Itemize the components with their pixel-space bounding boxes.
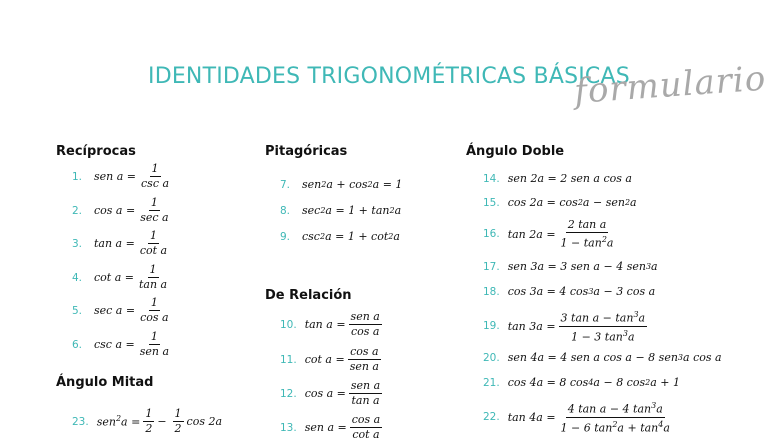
identity-1 bbox=[72, 163, 171, 190]
identity-number: 17. bbox=[483, 260, 500, 273]
fraction: $\frac{\text{cos a}}{\text{cot a}}$ bbox=[351, 413, 381, 441]
identity-13: 13. sen a = $\frac{\text{cos a}}{\text{cot a}}$ bbox=[280, 413, 381, 441]
identity-9: 9. csc 2 a = 1 + cot 2 a bbox=[280, 230, 400, 243]
identity-lhs: csc a = bbox=[94, 338, 135, 351]
identity-7: 7. sen 2 a + cos 2 a = 1 bbox=[280, 178, 403, 191]
identity-lhs: cot a = bbox=[94, 271, 134, 284]
fraction: $\frac{\text{sen a}}{\text{cos a}}$ bbox=[350, 310, 380, 338]
identity-number: 22. bbox=[483, 411, 500, 424]
identity-3 bbox=[72, 230, 169, 257]
fraction: $\frac{3 \tan a - \tan^3a}{1 - 3 \tan^3a}$ bbox=[560, 310, 646, 344]
fraction: $\frac{\text{2 tan a}}{1 - \tan^2a}$ bbox=[560, 218, 614, 250]
identity-number: 12. bbox=[280, 387, 297, 400]
identity-number: 23. bbox=[72, 415, 89, 428]
identity-number: 3. bbox=[72, 237, 83, 250]
fraction: $\frac{\text{cos a}}{\text{sen a}}$ bbox=[349, 345, 379, 373]
fraction bbox=[139, 163, 171, 190]
fraction bbox=[138, 297, 170, 324]
identity-lhs: tan a = bbox=[94, 237, 135, 250]
fraction bbox=[137, 264, 169, 291]
fraction: $\frac{4 \tan a - 4 \tan^3a}{1 - 6 \tan^2a + \tan^4a}$ bbox=[560, 401, 670, 435]
identity-4 bbox=[72, 264, 169, 291]
identity-number: 20. bbox=[483, 351, 500, 364]
identity-lhs: sec a = bbox=[94, 304, 136, 317]
identity-11: 11. cot a = $\frac{\text{cos a}}{\text{sen a}}$ bbox=[280, 345, 379, 373]
identity-number: 4. bbox=[72, 271, 83, 284]
identity-15: 15. cos 2a = cos 2 a − sen 2 a bbox=[483, 196, 637, 209]
identity-17: 17. sen 3a = 3 sen a − 4 sen 3 a bbox=[483, 260, 658, 273]
identity-20: 20. sen 4a = 4 sen a cos a − 8 sen 3 a cos a bbox=[483, 351, 722, 364]
identity-18: 18. cos 3a = 4 cos 3 a − 3 cos a bbox=[483, 285, 656, 298]
identity-21: 21. cos 4a = 8 cos 4 a − 8 cos 2 a + 1 bbox=[483, 376, 680, 389]
fraction: $\frac{\text{sen a}}{\text{tan a}}$ bbox=[350, 379, 381, 407]
denominator: tan a bbox=[138, 278, 168, 291]
identity-19: 19. tan 3a = $\frac{3 \tan a - \tan^3a}{1 - 3 \tan^3a}$ bbox=[483, 310, 646, 344]
identity-6 bbox=[72, 331, 171, 358]
numerator: 1 bbox=[149, 229, 157, 242]
fraction bbox=[138, 197, 170, 224]
identity-lhs: sen a = bbox=[94, 170, 137, 183]
heading-de-relacion: De Relación bbox=[265, 288, 352, 303]
numerator: 1 bbox=[150, 296, 158, 309]
denominator: cos a bbox=[140, 311, 169, 324]
denominator: sen a bbox=[139, 345, 170, 358]
identity-10: 10. tan a = $\frac{\text{sen a}}{\text{cos a}}$ bbox=[280, 310, 380, 338]
fraction: $\frac{1}{2}$ bbox=[145, 407, 153, 435]
identity-22: 22. tan 4a = $\frac{4 \tan a - 4 \tan^3a}{1 - 6 \tan^2a + \tan^4a}$ bbox=[483, 401, 670, 435]
identity-8: 8. sec 2 a = 1 + tan 2 a bbox=[280, 204, 402, 217]
identity-number: 1. bbox=[72, 170, 83, 183]
fraction: $\frac{1}{2}$ bbox=[174, 407, 182, 435]
identity-lhs: sen$^2$a = bbox=[96, 414, 141, 429]
identity-number: 6. bbox=[72, 338, 83, 351]
identity-number: 13. bbox=[280, 421, 297, 434]
identity-number: 8. bbox=[280, 204, 291, 217]
page-title: IDENTIDADES TRIGONOMÉTRICAS BÁSICAS bbox=[148, 64, 630, 89]
identity-number: 9. bbox=[280, 230, 291, 243]
identity-number: 14. bbox=[483, 172, 500, 185]
identity-number: 11. bbox=[280, 353, 297, 366]
fraction bbox=[138, 230, 169, 257]
numerator: 1 bbox=[150, 196, 158, 209]
identity-5 bbox=[72, 297, 171, 324]
identity-number: 7. bbox=[280, 178, 291, 191]
heading-pitagoricas: Pitagóricas bbox=[265, 144, 348, 159]
identity-number: 19. bbox=[483, 320, 500, 333]
identity-number: 2. bbox=[72, 204, 83, 217]
identity-14: 14. sen 2a = 2 sen a cos a bbox=[483, 172, 632, 185]
identity-number: 21. bbox=[483, 376, 500, 389]
numerator: 1 bbox=[151, 162, 159, 175]
numerator: 1 bbox=[149, 263, 157, 276]
denominator: sec a bbox=[140, 211, 169, 224]
identity-number: 15. bbox=[483, 196, 500, 209]
numerator: 1 bbox=[150, 330, 158, 343]
identity-number: 18. bbox=[483, 285, 500, 298]
identity-16: 16. tan 2a = $\frac{\text{2 tan a}}{1 - \tan^2a}$ bbox=[483, 218, 614, 250]
denominator: cot a bbox=[139, 244, 168, 257]
heading-angulo-doble: Ángulo Doble bbox=[466, 144, 565, 159]
identity-number: 10. bbox=[280, 318, 297, 331]
identity-number: 16. bbox=[483, 228, 500, 241]
identity-23: 23. sen$^2$a = $\frac{1}{2}$ − $\frac{1}{2}$ cos 2a bbox=[72, 407, 223, 435]
denominator: csc a bbox=[141, 177, 170, 190]
identity-12: 12. cos a = $\frac{\text{sen a}}{\text{tan a}}$ bbox=[280, 379, 381, 407]
identity-lhs: cos a = bbox=[94, 204, 136, 217]
identity-2 bbox=[72, 197, 171, 224]
identity-number: 5. bbox=[72, 304, 83, 317]
heading-angulo-mitad: Ángulo Mitad bbox=[56, 375, 154, 390]
heading-reciprocas: Recíprocas bbox=[56, 144, 136, 159]
page-subtitle: formulario bbox=[573, 58, 768, 112]
fraction bbox=[138, 331, 171, 358]
